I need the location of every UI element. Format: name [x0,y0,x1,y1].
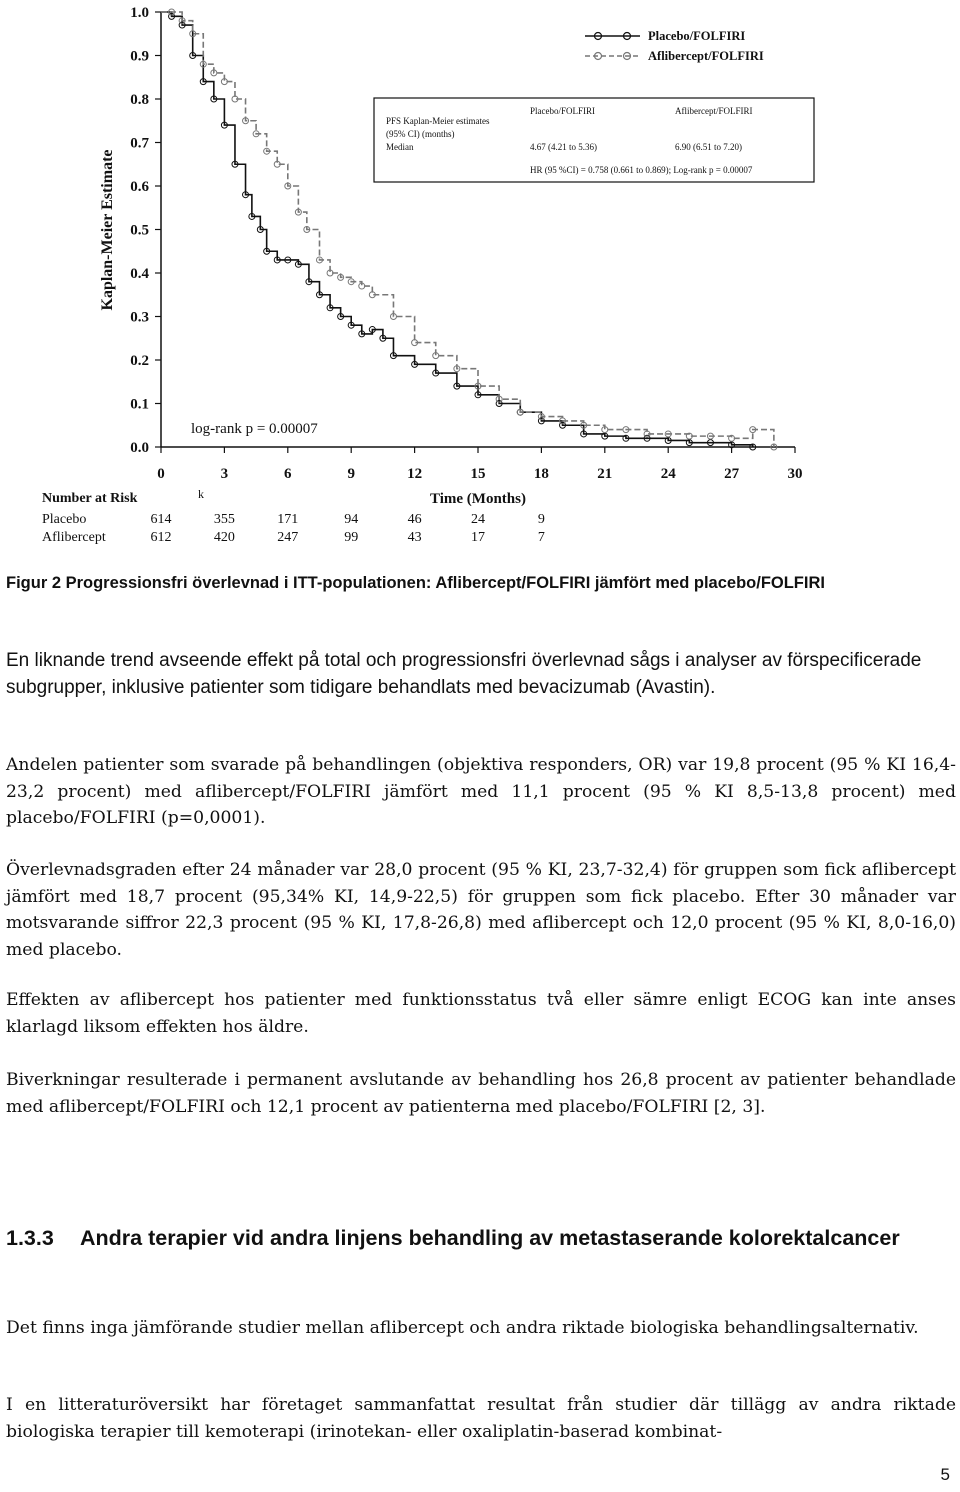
legend [585,29,764,63]
x-tick-label: 12 [407,466,423,482]
x-tick-label: 6 [284,466,292,482]
y-tick-label: 0.6 [130,179,149,195]
estimates-row-label: Median [386,142,414,152]
risk-value: 43 [407,530,422,545]
paragraph-literature-review: I en litteraturöversikt har företaget sammanfattat resultat från studier där tillägg av andra riktade biologiska terapier till kemoterapi (irinotekan- eller oxaliplatin-baserad kombinat- [6,1395,956,1442]
section-title: Andra terapier vid andra linjens behandling av metastaserande kolorektalcancer [80,1226,900,1250]
y-tick-label: 0.7 [130,135,149,152]
paragraph-subgroups: En liknande trend avseende effekt på total och progressionsfri överlevnad sågs i analyser av förspecificerade subgrupper, inklusive patienter som tidigare behandlats med bevacizumab (Avastin). [6,650,922,698]
paragraph-no-comparisons: Det finns inga jämförande studier mellan aflibercept och andra riktade biologiska behandlingsalternativ. [6,1318,919,1338]
curve-placebo [161,12,753,447]
risk-value: 99 [344,530,359,545]
x-tick-label: 27 [724,466,740,482]
risk-table-title: Number at Risk [42,491,138,506]
estimates-ci-label: (95% CI) (months) [386,129,455,139]
legend-label-aflibercept: Aflibercept/FOLFIRI [648,49,764,63]
x-tick-label: 18 [533,466,549,482]
paragraph-ecog: Effekten av aflibercept hos patienter med funktionsstatus två eller sämre enligt ECOG kan inte anses klarlagd liksom effekten hos äldre. [6,990,956,1037]
y-tick-label: 0.4 [130,266,149,282]
risk-value: 612 [150,530,172,545]
risk-value: 420 [213,530,235,545]
figure-caption: Figur 2 Progressionsfri överlevnad i ITT-populationen: Aflibercept/FOLFIRI jämfört med placebo/FOLFIRI [6,574,825,592]
risk-row-label-placebo: Placebo [42,512,87,527]
x-tick-label: 0 [157,466,165,482]
y-tick-label: 0.1 [130,396,149,413]
kaplan-meier-figure [0,0,960,560]
x-axis-title: Time (Months) [430,491,526,507]
x-tick-label: 3 [220,466,229,482]
paragraph-adverse-events: Biverkningar resulterade i permanent avslutande av behandling hos 26,8 procent av patienter behandlade med aflibercept/FOLFIRI och 12,1 procent av patienterna med placebo/FOLFIRI [2, 3]. [6,1070,956,1117]
y-tick-label: 0.3 [130,309,149,326]
risk-value: 614 [150,512,172,527]
curve-aflibercept [161,12,774,447]
risk-values [151,512,545,545]
risk-table [42,487,545,545]
y-tick-label: 0.9 [130,48,149,65]
risk-value: 9 [537,512,545,527]
x-tick-label: 15 [470,466,486,482]
page-number: 5 [940,1465,950,1484]
risk-value: 171 [277,512,299,527]
risk-table-stray-mark: k [198,487,204,501]
risk-value: 24 [471,512,485,527]
survival-curves [161,9,777,450]
risk-value: 46 [407,512,422,527]
y-tick-label: 0.0 [130,440,149,456]
logrank-label: log-rank p = 0.00007 [191,421,318,437]
estimates-col2-title: Aflibercept/FOLFIRI [675,106,753,116]
y-axis-title: Kaplan-Meier Estimate [99,149,116,311]
risk-row-label-aflibercept: Aflibercept [42,530,106,545]
risk-value: 247 [277,530,299,545]
risk-value: 7 [537,530,545,545]
legend-label-placebo: Placebo/FOLFIRI [648,29,746,43]
estimates-hr: HR (95 %CI) = 0.758 (0.661 to 0.869); Log-rank p = 0.00007 [530,165,753,175]
x-tick-label: 9 [347,466,355,482]
y-tick-label: 1.0 [130,5,149,21]
y-tick-label: 0.8 [130,92,149,108]
estimates-col1-value: 4.67 (4.21 to 5.36) [530,142,597,152]
estimates-box [374,98,814,182]
x-tick-label: 21 [597,466,613,482]
estimates-col2-value: 6.90 (6.51 to 7.20) [675,142,742,152]
section-number: 1.3.3 [6,1226,54,1250]
estimates-col1-title: Placebo/FOLFIRI [530,106,595,116]
y-tick-label: 0.5 [130,222,149,239]
paragraph-survival-rate: Överlevnadsgraden efter 24 månader var 28,0 procent (95 % KI, 23,7-32,4) för gruppen som fick aflibercept jämfört med 18,7 procent (95,34% KI, 14,9-22,5) för gruppen som fick placebo. Efter 30 månader var motsvarande siffror 22,3 procent (95 % KI, 17,8-26,8) med aflibercept och 12,0 procent (95 % KI, 8,0-16,0) med placebo. [6,860,956,960]
y-axis-ticks [130,5,161,456]
x-axis-ticks [157,447,802,482]
x-tick-label: 30 [787,466,803,482]
estimates-header: PFS Kaplan-Meier estimates [386,116,490,126]
risk-value: 17 [471,530,485,545]
risk-value: 355 [213,512,235,527]
x-tick-label: 24 [660,466,676,482]
section-heading [6,1224,956,1252]
paragraph-response-rate: Andelen patienter som svarade på behandlingen (objektiva responders, OR) var 19,8 procent (95 % KI 16,4-23,2 procent) med aflibercept/FOLFIRI jämfört med 11,1 procent (95 % KI 8,5-13,8 procent) med placebo/FOLFIRI (p=0,0001). [6,755,956,828]
y-tick-label: 0.2 [130,353,149,369]
risk-value: 94 [344,512,359,527]
